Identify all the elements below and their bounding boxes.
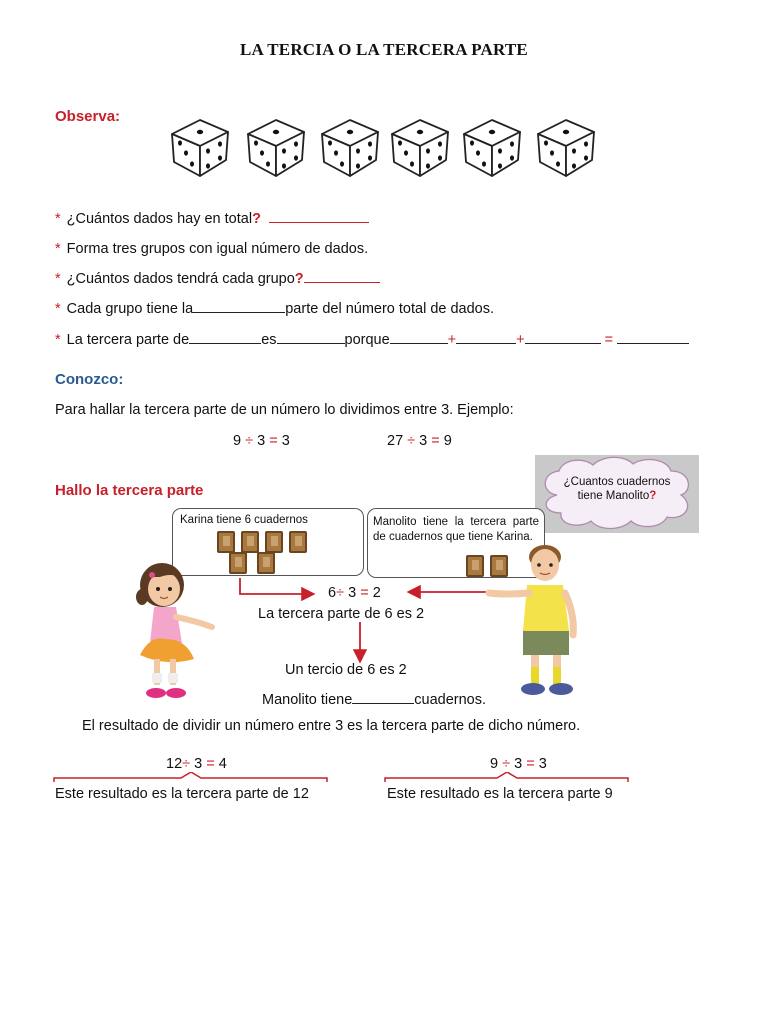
- answer-blank[interactable]: [269, 211, 369, 223]
- brace-2: [384, 772, 630, 784]
- page-title: LA TERCIA O LA TERCERA PARTE: [240, 40, 528, 59]
- answer-blank[interactable]: [352, 692, 414, 704]
- question-1: * ¿Cuántos dados hay en total?: [55, 211, 369, 227]
- rule-text: El resultado de dividir un número entre 3 es la tercera parte de dicho número.: [82, 718, 581, 734]
- conozco-text: Para hallar la tercera parte de un número lo dividimos entre 3. Ejemplo:: [55, 402, 514, 418]
- result-line-3: Manolito tiene cuadernos.: [262, 692, 487, 708]
- answer-blank[interactable]: [277, 332, 345, 344]
- notebook-icon: [289, 531, 307, 553]
- answer-blank[interactable]: [390, 332, 448, 344]
- question-5: * La tercera parte de es porque + + =: [55, 332, 689, 348]
- answer-blank[interactable]: [456, 332, 516, 344]
- cloud-text: ¿Cuantos cuadernos tiene Manolito?: [563, 476, 671, 502]
- conozco-heading: Conozco:: [55, 371, 124, 388]
- answer-blank[interactable]: [617, 332, 689, 344]
- question-4: * Cada grupo tiene la parte del número total de dados.: [55, 301, 495, 317]
- manolito-bubble-text: Manolito tiene la tercera parte de cuadernos que tiene Karina.: [373, 516, 539, 543]
- hallo-heading: Hallo la tercera parte: [55, 482, 204, 499]
- brace-1: [53, 772, 329, 784]
- bottom-equation-1: 12÷ 3 = 4: [166, 756, 227, 772]
- die-6: [538, 120, 594, 176]
- example-equation-1: 9 ÷ 3 = 3: [233, 433, 290, 449]
- answer-blank[interactable]: [525, 332, 601, 344]
- die-3: [322, 120, 378, 176]
- bottom-equation-2: 9 ÷ 3 = 3: [490, 756, 547, 772]
- notebook-icon: [217, 531, 235, 553]
- question-2: * Forma tres grupos con igual número de dados.: [55, 241, 369, 257]
- die-5: [464, 120, 520, 176]
- notebook-icon: [241, 531, 259, 553]
- answer-blank[interactable]: [193, 301, 285, 313]
- observa-heading: Observa:: [55, 108, 121, 125]
- example-equation-2: 27 ÷ 3 = 9: [387, 433, 452, 449]
- center-equation: 6÷ 3 = 2: [328, 585, 381, 601]
- die-2: [248, 120, 304, 176]
- question-3: * ¿Cuántos dados tendrá cada grupo?: [55, 271, 380, 287]
- die-4: [392, 120, 448, 176]
- die-1: [172, 120, 228, 176]
- answer-blank[interactable]: [304, 271, 380, 283]
- arrow-from-karina: [240, 578, 312, 594]
- question-cloud-panel: [535, 455, 699, 533]
- result-line-2: Un tercio de 6 es 2: [285, 662, 407, 678]
- bottom-caption-2: Este resultado es la tercera parte 9: [387, 786, 613, 802]
- bottom-caption-1: Este resultado es la tercera parte de 12: [55, 786, 309, 802]
- boy-illustration: [485, 535, 585, 705]
- karina-bubble-text: Karina tiene 6 cuadernos: [180, 514, 308, 526]
- answer-blank[interactable]: [189, 332, 261, 344]
- notebook-icon: [265, 531, 283, 553]
- dice-row: [170, 116, 610, 180]
- result-line-1: La tercera parte de 6 es 2: [258, 606, 425, 622]
- girl-illustration: [130, 555, 225, 705]
